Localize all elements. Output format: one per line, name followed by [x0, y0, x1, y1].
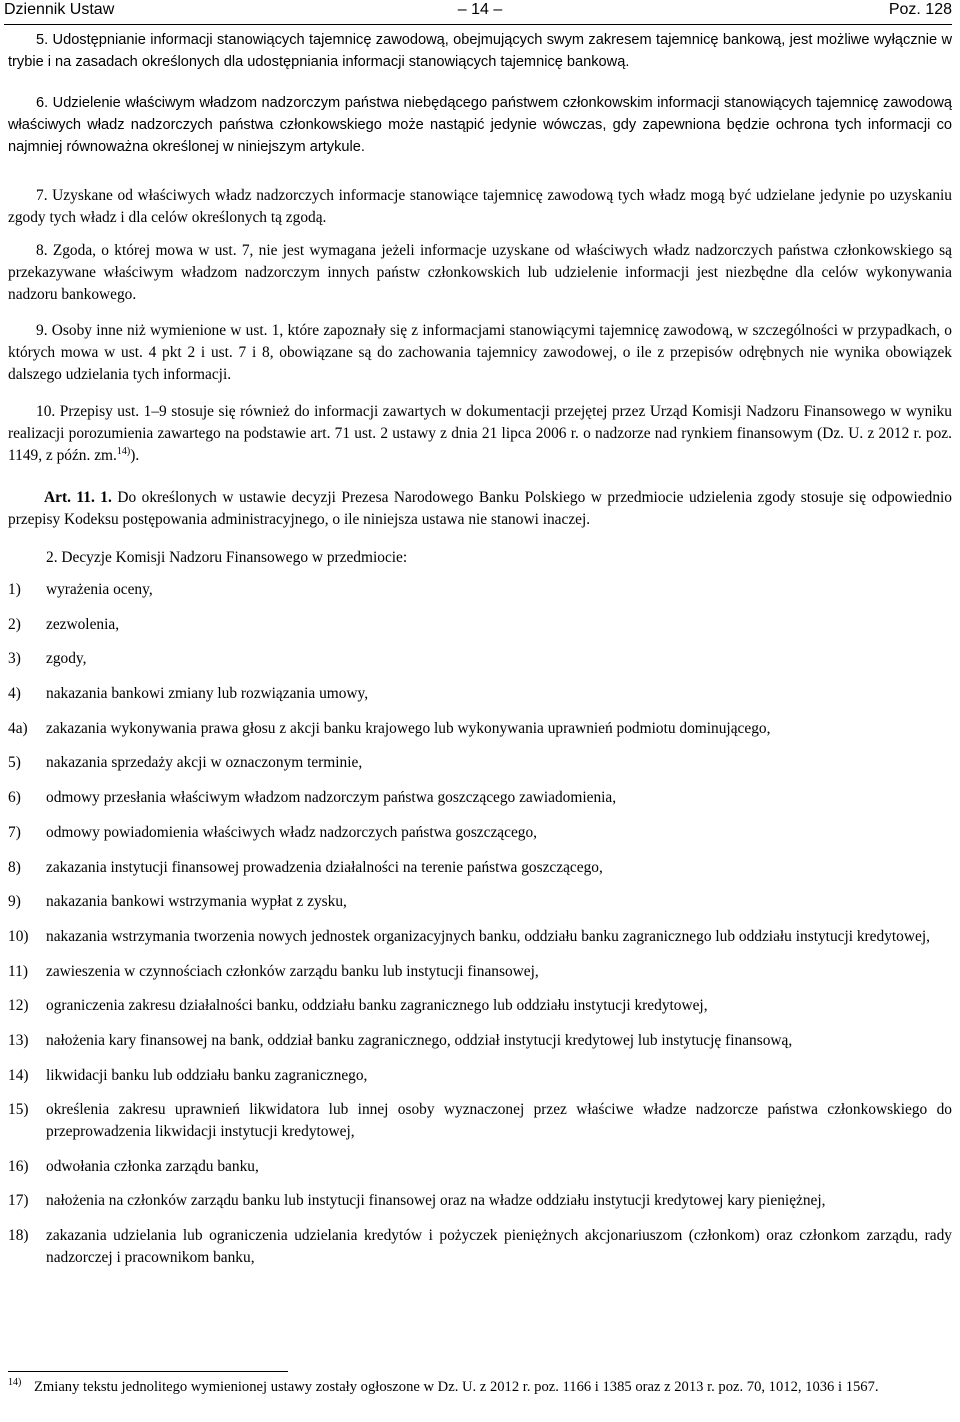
paragraph-7: 7. Uzyskane od właściwych władz nadzorczych informacje stanowiące tajemnicę zawodową tych władz mogą być udzielane jedynie po uzyskaniu zgody tych władz i dla celów określonych tą zgodą. [8, 187, 952, 226]
list-item-number: 2) [8, 615, 21, 633]
article-11-paragraph-2: 2. Decyzje Komisji Nadzoru Finansowego w przedmiocie: [46, 549, 408, 566]
list-item-text: zgody, [46, 650, 87, 668]
list-item-text: zakazania wykonywania prawa głosu z akcji banku krajowego lub wykonywania uprawnień podmiotu dominującego, [46, 719, 771, 737]
list-item-text: zakazania udzielania lub ograniczenia udzielania kredytów i pożyczek pieniężnych akcjonariuszom (członkom) oraz członkom zarządu, rady nadzorczej i pracownikom banku, [46, 1227, 952, 1266]
list-item-number: 7) [8, 823, 21, 841]
list-item [8, 961, 952, 983]
list-item [8, 614, 952, 636]
list-item-text: nakazania bankowi wstrzymania wypłat z zysku, [46, 893, 347, 911]
article-11-paragraph-1 [8, 487, 952, 531]
position-number: Poz. 128 [888, 1, 952, 18]
list-item [8, 822, 952, 844]
list-item-text: ograniczenia zakresu działalności banku, oddziału banku zagranicznego lub oddziału instytucji kredytowej, [46, 997, 708, 1015]
list-item-text: nakazania sprzedaży akcji w oznaczonym terminie, [46, 754, 363, 772]
list-item-text: zakazania instytucji finansowej prowadzenia działalności na terenie państwa goszczącego, [46, 858, 603, 876]
list-item-text: zawieszenia w czynnościach członków zarządu banku lub instytucji finansowej, [46, 962, 539, 980]
list-item-number: 15) [8, 1101, 29, 1119]
list-item-number: 12) [8, 997, 29, 1015]
footnote-reference: 14) [116, 445, 131, 457]
list-item [8, 1065, 952, 1087]
journal-title: Dziennik Ustaw [4, 1, 115, 18]
list-item-text: określenia zakresu uprawnień likwidatora lub innej osoby wyznaczonej przez właściwe władze nadzorcze państwa członkowskiego do przeprowadzenia likwidacji instytucji kredytowej, [46, 1101, 952, 1141]
list-item-number: 16) [8, 1157, 29, 1175]
footnote-text: Zmiany tekstu jednolitego wymienionej ustawy zostały ogłoszone w Dz. U. z 2012 r. poz. 1166 i 1385 oraz z 2013 r. poz. 70, 1012, 1036 i 1567. [34, 1379, 879, 1395]
paragraph-10-end: ). [130, 446, 140, 464]
list-item [8, 995, 952, 1017]
list-item-text: nałożenia na członków zarządu banku lub instytucji finansowej oraz na władze oddziału instytucji kredytowej kary pieniężnej, [46, 1192, 826, 1210]
list-item [8, 683, 952, 705]
list-item [8, 1099, 952, 1143]
list-item-text: nakazania wstrzymania tworzenia nowych jednostek organizacyjnych banku, oddziału banku zagranicznego lub oddziału instytucji kredytowej, [46, 927, 930, 945]
list-item-text: nałożenia kary finansowej na bank, oddział banku zagranicznego, oddział instytucji kredytowej lub instytucję finansową, [46, 1031, 793, 1049]
footnote-mark: 14) [8, 1377, 22, 1388]
list-item-number: 17) [8, 1192, 29, 1210]
page-number: – 14 – [457, 1, 503, 18]
list-item-text: zezwolenia, [46, 615, 120, 633]
list-item [8, 787, 952, 809]
list-item [8, 752, 952, 774]
list-item-number: 1) [8, 581, 21, 598]
list-item-number: 10) [8, 927, 29, 945]
list-item-text: likwidacji banku lub oddziału banku zagranicznego, [46, 1066, 368, 1084]
decision-list [8, 579, 952, 1269]
list-item-number: 3) [8, 650, 21, 668]
paragraph-8: 8. Zgoda, o której mowa w ust. 7, nie jest wymagana jeżeli informacje uzyskane od właściwych władz nadzorczych państwa członkowskiego są przekazywane właściwym władzom nadzorczym innych państw członkowskich lub udzielenie informacji jest niezbędne dla celów wykonywania nadzoru bankowego. [8, 242, 952, 303]
paragraph-10 [8, 401, 952, 466]
list-item [8, 1030, 952, 1052]
list-item-number: 6) [8, 789, 21, 807]
page-header [0, 0, 960, 22]
list-item-number: 4a) [8, 719, 28, 737]
list-item [8, 579, 952, 601]
footnote [8, 1378, 952, 1397]
list-item [8, 1156, 952, 1178]
list-item [8, 857, 952, 879]
paragraph-9: 9. Osoby inne niż wymienione w ust. 1, które zapoznały się z informacjami stanowiącymi tajemnicę zawodową, w szczególności w przypadkach, o których mowa w ust. 4 pkt 2 i ust. 7 i 8, obowiązane są do zachowania tajemnicy zawodowej, o ile z przepisów odrębnych nie wynika obowiązek dalszego udzielania tych informacji. [8, 322, 952, 383]
list-item-text: odwołania członka zarządu banku, [46, 1157, 259, 1175]
list-item [8, 891, 952, 913]
list-item-text: wyrażenia oceny, [46, 581, 153, 598]
list-item-number: 8) [8, 858, 21, 876]
list-item-number: 13) [8, 1031, 29, 1049]
list-item [8, 718, 952, 740]
paragraph-6: 6. Udzielenie właściwym władzom nadzorczym państwa niebędącego państwem członkowskim informacji stanowiących tajemnicę zawodową właściwych władz nadzorczych państwa członkowskiego może nastąpić jedynie wówczas, gdy zapewniona będzie ochrona tych informacji co najmniej równoważna określonej w niniejszym artykule. [8, 95, 952, 155]
list-item-number: 9) [8, 893, 21, 911]
list-item [8, 1190, 952, 1212]
list-item [8, 1225, 952, 1269]
list-item-number: 4) [8, 685, 21, 703]
list-item-number: 18) [8, 1227, 29, 1245]
footnote-divider [8, 1371, 288, 1372]
list-item [8, 648, 952, 670]
list-item-number: 14) [8, 1066, 29, 1084]
header-divider [4, 24, 952, 25]
list-item-text: odmowy przesłania właściwym władzom nadzorczym państwa goszczącego zawiadomienia, [46, 789, 617, 807]
list-item-number: 5) [8, 754, 21, 772]
paragraph-10-text: 10. Przepisy ust. 1–9 stosuje się również do informacji zawartych w dokumentacji przejętej przez Urząd Komisji Nadzoru Finansowego w wyniku realizacji porozumienia zawartego na podstawie art. 71 ust. 2 ustawy z dnia 21 lipca 2006 r. o nadzorze nad rynkiem finansowym (Dz. U. z 2012 r. poz. 1149, z późn. zm. [8, 403, 952, 464]
list-item [8, 926, 952, 948]
list-item-number: 11) [8, 962, 28, 980]
article-11-text: Do określonych w ustawie decyzji Prezesa Narodowego Banku Polskiego w przedmiocie udzielenia zgody stosuje się odpowiednio przepisy Kodeksu postępowania administracyjnego, o ile niniejsza ustawa nie stanowi inaczej. [8, 489, 952, 528]
paragraph-5: 5. Udostępnianie informacji stanowiących tajemnicę zawodową, obejmujących swym zakresem tajemnicę bankową, jest możliwe wyłącznie w trybie i na zasadach określonych dla udostępniania informacji stanowiących tajemnicę bankową. [8, 32, 952, 70]
list-item-text: odmowy powiadomienia właściwych władz nadzorczych państwa goszczącego, [46, 823, 538, 841]
list-item-text: nakazania bankowi zmiany lub rozwiązania umowy, [46, 685, 369, 703]
article-11-label: Art. 11. 1. [44, 489, 112, 506]
